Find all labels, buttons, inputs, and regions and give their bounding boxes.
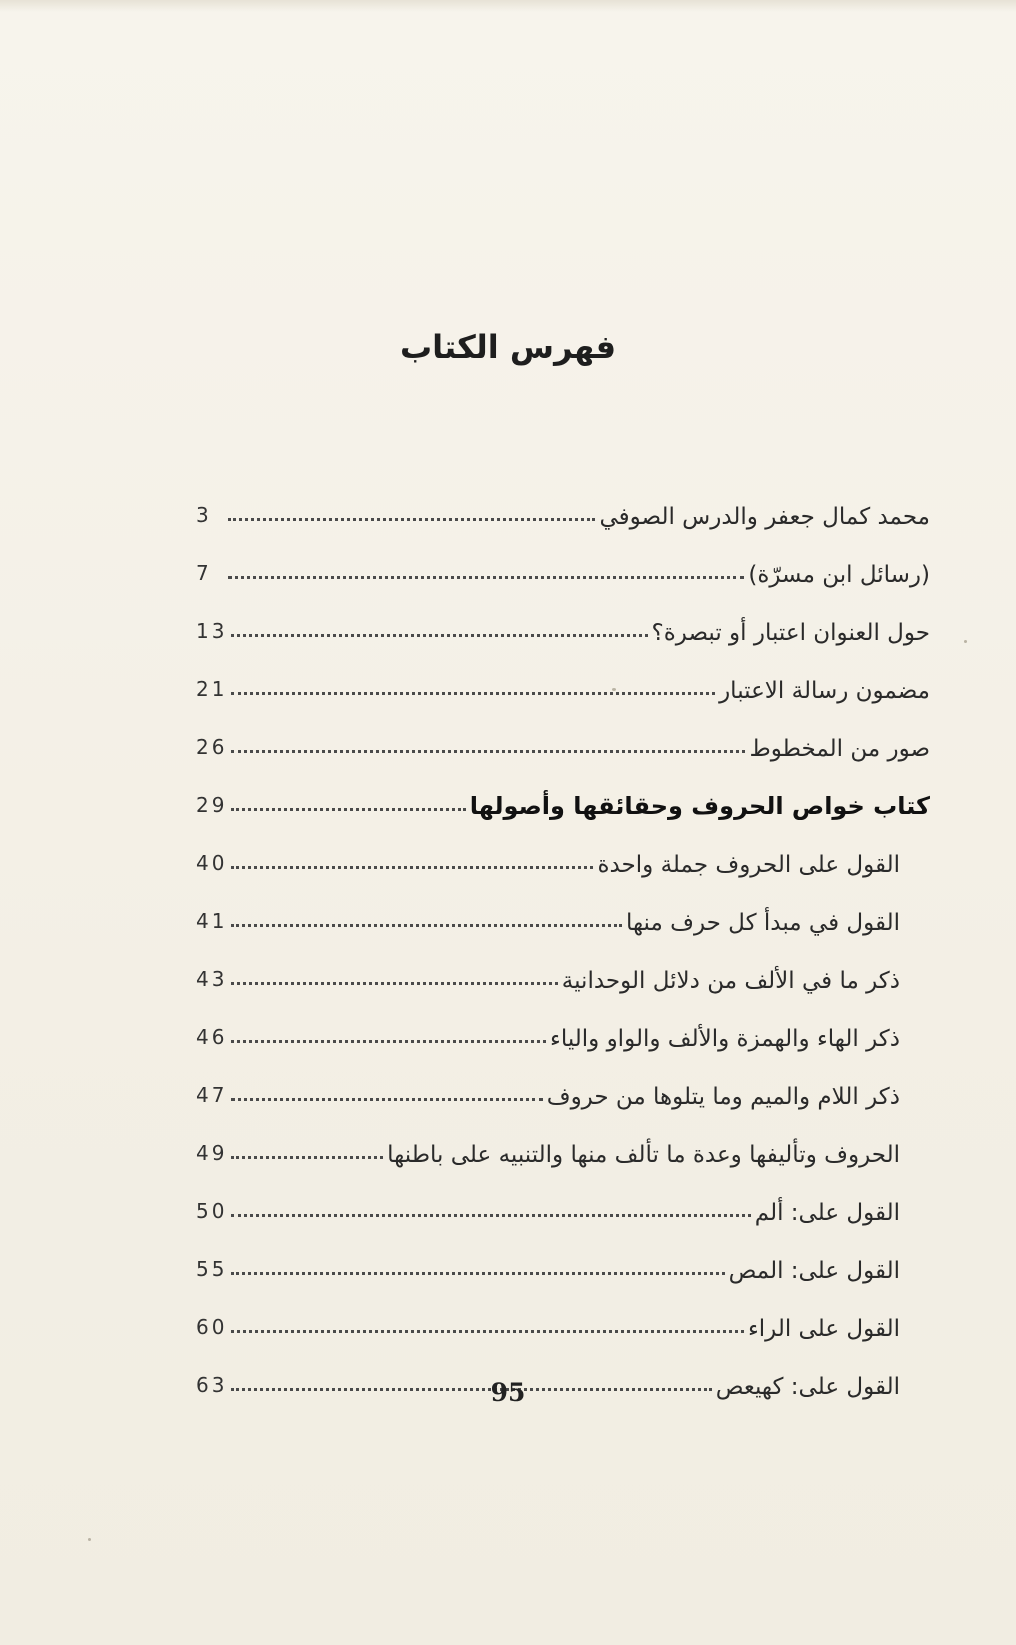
- toc-entry: [196, 768, 930, 826]
- toc-entry-page: 49: [196, 1141, 228, 1165]
- paper-speck: [612, 688, 616, 691]
- toc-entry-title: القول على: كهيعص: [715, 1374, 900, 1400]
- toc-entry-page: 43: [196, 967, 228, 991]
- toc-entry-title: الحروف وتأليفها وعدة ما تألف منها والتنبيه على باطنها: [387, 1142, 900, 1168]
- toc-entry: [196, 1290, 930, 1348]
- toc-leader-dots: [231, 1156, 383, 1159]
- toc-entry-page: 50: [196, 1199, 228, 1223]
- toc-entry-title: القول على: المص: [728, 1258, 900, 1284]
- toc-entry-page: 60: [196, 1315, 228, 1339]
- toc-entry: [196, 884, 930, 942]
- toc-entry: [196, 536, 930, 594]
- toc-entry-title: حول العنوان اعتبار أو تبصرة؟: [651, 620, 930, 646]
- toc-entry-page: 47: [196, 1083, 228, 1107]
- toc-entry: [196, 478, 930, 536]
- toc-leader-dots: [231, 1272, 724, 1275]
- paper-speck: [88, 1538, 91, 1541]
- toc-entry-page: 13: [196, 619, 228, 643]
- toc-leader-dots: [228, 518, 595, 521]
- toc-leader-dots: [231, 808, 465, 811]
- toc-entry-title: القول على: ألم: [754, 1200, 900, 1226]
- toc-leader-dots: [231, 1214, 750, 1217]
- toc-entry-page: 3: [196, 503, 212, 527]
- toc-entry: [196, 652, 930, 710]
- toc-entry-page: 21: [196, 677, 228, 701]
- toc-entry: [196, 1174, 930, 1232]
- toc-entry-page: 29: [196, 793, 228, 817]
- toc-entry: [196, 710, 930, 768]
- toc-entry-title: القول في مبدأ كل حرف منها: [625, 910, 900, 936]
- toc-entry-title: ذكر الهاء والهمزة والألف والواو والياء: [550, 1026, 900, 1052]
- toc-entry-title: القول على الراء: [747, 1316, 900, 1342]
- toc-entry: [196, 1232, 930, 1290]
- page-number: 95: [490, 1378, 526, 1407]
- toc-entry-page: 7: [196, 561, 212, 585]
- toc-leader-dots: [231, 634, 647, 637]
- toc-entry: [196, 594, 930, 652]
- toc-entry: [196, 942, 930, 1000]
- toc-leader-dots: [231, 1040, 546, 1043]
- table-of-contents: [196, 478, 930, 1406]
- toc-leader-dots: [231, 866, 593, 869]
- toc-entry-title: كتاب خواص الحروف وحقائقها وأصولها: [469, 792, 930, 820]
- toc-entry-page: 41: [196, 909, 228, 933]
- toc-entry-title: (رسائل ابن مسرّة): [748, 562, 930, 588]
- toc-entry: [196, 1116, 930, 1174]
- toc-entry-title: صور من المخطوط: [749, 736, 930, 762]
- toc-entry: [196, 1058, 930, 1116]
- toc-entry-page: 46: [196, 1025, 228, 1049]
- toc-leader-dots: [231, 750, 745, 753]
- toc-leader-dots: [231, 982, 557, 985]
- toc-entry-page: 40: [196, 851, 228, 875]
- toc-entry: [196, 826, 930, 884]
- toc-leader-dots: [231, 1098, 542, 1101]
- page-top-edge: [0, 0, 1016, 12]
- toc-leader-dots: [228, 576, 744, 579]
- toc-leader-dots: [231, 692, 715, 695]
- toc-entry-title: مضمون رسالة الاعتبار: [719, 678, 930, 704]
- toc-entry-title: القول على الحروف جملة واحدة: [597, 852, 900, 878]
- toc-entry-title: محمد كمال جعفر والدرس الصوفي: [599, 504, 930, 530]
- toc-entry-page: 26: [196, 735, 228, 759]
- toc-entry-title: ذكر اللام والميم وما يتلوها من حروف: [546, 1084, 900, 1110]
- toc-entry: [196, 1000, 930, 1058]
- toc-leader-dots: [231, 1330, 743, 1333]
- toc-entry-title: ذكر ما في الألف من دلائل الوحدانية: [561, 968, 900, 994]
- paper-speck: [964, 640, 967, 643]
- toc-entry-page: 63: [196, 1373, 228, 1397]
- toc-entry-page: 55: [196, 1257, 228, 1281]
- toc-leader-dots: [231, 924, 621, 927]
- page-title: فهرس الكتاب: [399, 328, 617, 366]
